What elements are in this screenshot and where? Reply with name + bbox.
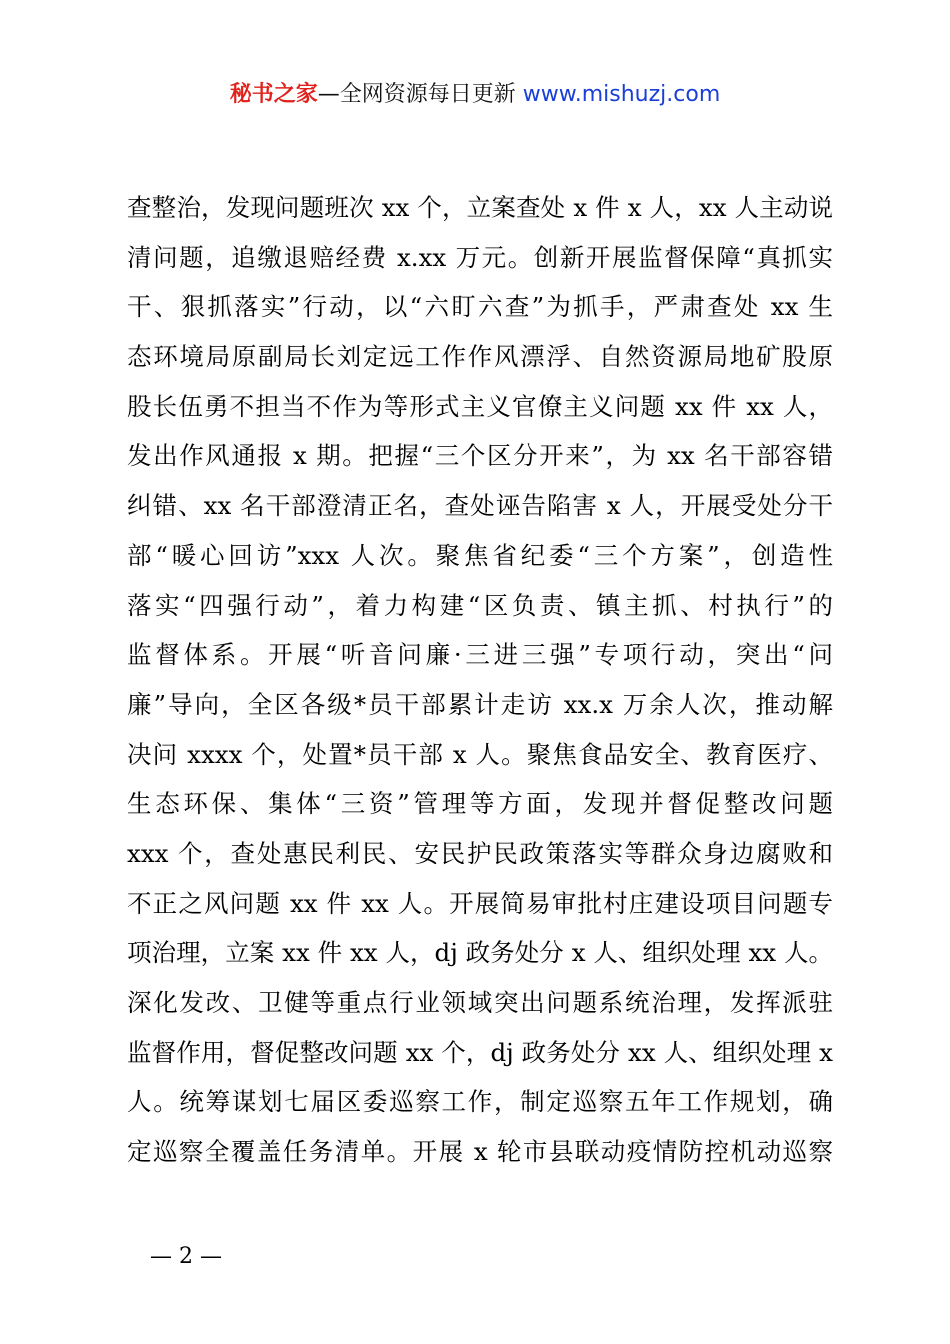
- body-line: 股长伍勇不担当不作为等形式主义官僚主义问题 xx 件 xx 人，: [127, 391, 833, 421]
- body-line: 清问题，追缴退赔经费 x.xx 万元。创新开展监督保障“真抓实: [127, 242, 833, 272]
- body-line: 决问 xxxx 个，处置*员干部 x 人。聚焦食品安全、教育医疗、: [127, 739, 833, 769]
- site-brand: 秘书之家: [229, 82, 318, 107]
- body-line: 深化发改、卫健等重点行业领域突出问题系统治理，发挥派驻: [127, 988, 833, 1017]
- body-line: 人。统筹谋划七届区委巡察工作，制定巡察五年工作规划，确: [127, 1087, 833, 1117]
- body-line: 态环境局原副局长刘定远工作作风漂浮、自然资源局地矿股原: [127, 342, 833, 372]
- body-line: 监督作用，督促整改问题 xx 个，dj 政务处分 xx 人、组织处理 x: [127, 1037, 833, 1067]
- page-header: [0, 80, 950, 110]
- body-line: 生态环保、集体“三资”管理等方面，发现并督促整改问题: [127, 789, 833, 819]
- body-line: 纠错、xx 名干部澄清正名，查处诬告陷害 x 人，开展受处分干: [127, 491, 833, 521]
- body-line: xxx 个，查处惠民利民、安民护民政策落实等群众身边腐败和: [127, 838, 833, 868]
- site-tagline: —全网资源每日更新: [317, 82, 516, 107]
- body-line: 干、狠抓落实”行动，以“六盯六查”为抓手，严肃查处 xx 生: [127, 292, 833, 322]
- site-url-link[interactable]: www.mishuzj.com: [522, 82, 721, 107]
- body-line: 部“暖心回访”xxx 人次。聚焦省纪委“三个方案”，创造性: [127, 540, 833, 570]
- body-line: 不正之风问题 xx 件 xx 人。开展简易审批村庄建设项目问题专: [127, 888, 833, 918]
- body-line: 监督体系。开展“听音问廉·三进三强”专项行动，突出“问: [127, 640, 833, 670]
- body-line: 廉”导向，全区各级*员干部累计走访 xx.x 万余人次，推动解: [127, 689, 833, 719]
- document-body: [127, 183, 833, 1177]
- body-line: 落实“四强行动”，着力构建“区负责、镇主抓、村执行”的: [127, 590, 833, 620]
- body-line: 发出作风通报 x 期。把握“三个区分开来”，为 xx 名干部容错: [127, 441, 833, 471]
- body-line: 项治理，立案 xx 件 xx 人，dj 政务处分 x 人、组织处理 xx 人。: [127, 938, 833, 968]
- page-number: — 2 —: [150, 1244, 222, 1269]
- body-line: 查整治，发现问题班次 xx 个，立案查处 x 件 x 人，xx 人主动说: [127, 193, 833, 222]
- body-line: 定巡察全覆盖任务清单。开展 x 轮市县联动疫情防控机动巡察: [127, 1137, 833, 1167]
